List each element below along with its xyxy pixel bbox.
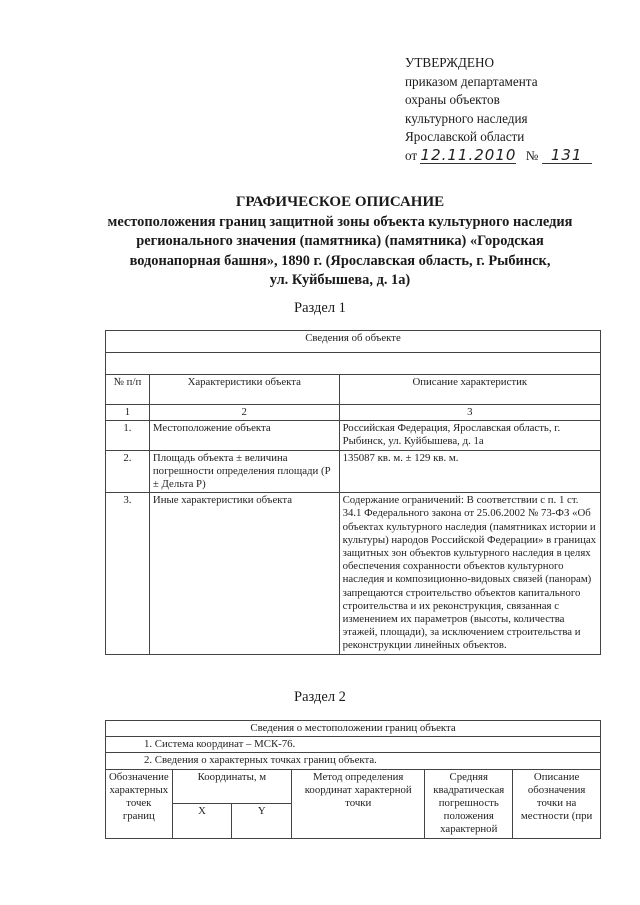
title-main: ГРАФИЧЕСКОЕ ОПИСАНИЕ — [235, 194, 445, 210]
title-subline: водонапорная башня», 1890 г. (Ярославская область, г. Рыбинск, — [129, 252, 551, 269]
points-info: 2. Сведения о характерных точках границ объекта. — [106, 753, 601, 769]
column-header-location-description: Описание обозначения точки на местности (при — [513, 769, 601, 838]
row-characteristic: Площадь объекта ± величина погрешности определения площади (Р ± Дельта Р) — [149, 450, 339, 493]
table-row — [106, 421, 601, 450]
approval-stamp — [405, 54, 605, 166]
approval-line: культурного наследия — [405, 110, 528, 126]
column-header-number: № п/п — [106, 375, 150, 405]
approval-line: приказом департамента — [405, 73, 538, 89]
row-description: Содержание ограничений: В соответствии с п. 1 ст. 34.1 Федерального закона от 25.06.2002 № 73-ФЗ «Об объектах культурного наследия (памятниках истории и культуры) народов Российской Федерации» в границах защитных зон объектов культурного наследия в целях обеспечения сохранности объектов культурного наследия и композиционно-видовых связей (панорам) запрещаются строительство объектов капитального строительства и их реконструкция, связанная с изменением их параметров (высоты, количества этажей, площади), за исключением строительства и реконструкции линейных объектов. — [339, 493, 600, 654]
column-header-coordinates: Координаты, м — [172, 769, 291, 804]
table-header: Сведения о местоположении границ объекта — [106, 721, 601, 737]
row-number: 1. — [106, 421, 150, 450]
title-subline: регионального значения (памятника) (памятника) «Городская — [136, 233, 544, 249]
column-header-y: Y — [232, 804, 292, 839]
empty-row — [106, 353, 601, 375]
row-characteristic: Иные характеристики объекта — [149, 493, 339, 654]
from-label: от — [405, 147, 418, 163]
column-header-description: Описание характеристик — [339, 375, 600, 405]
row-description: Российская Федерация, Ярославская область, г. Рыбинск, ул. Куйбышева, д. 1а — [339, 421, 600, 450]
section-1-title: Раздел 1 — [294, 300, 346, 316]
title-subline: местоположения границ защитной зоны объекта культурного наследия — [107, 213, 573, 230]
section-2-title: Раздел 2 — [294, 689, 346, 705]
boundary-location-table — [105, 720, 601, 839]
handwritten-number: 131 — [542, 148, 592, 164]
column-index: 1 — [106, 405, 150, 421]
row-number: 2. — [106, 450, 150, 493]
column-header-designation: Обозначение характерных точек границ — [106, 769, 173, 838]
approval-line: охраны объектов — [405, 92, 500, 108]
row-number: 3. — [106, 493, 150, 654]
table-header: Сведения об объекте — [106, 331, 601, 353]
approval-line: Ярославской области — [405, 129, 525, 145]
table-row — [106, 493, 601, 654]
table-row — [106, 450, 601, 493]
approval-heading: УТВЕРЖДЕНО — [405, 55, 495, 70]
column-header-x: X — [172, 804, 232, 839]
row-description: 135087 кв. м. ± 129 кв. м. — [339, 450, 600, 493]
number-sign: № — [525, 147, 539, 163]
column-header-characteristic: Характеристики объекта — [149, 375, 339, 405]
column-header-method: Метод определения координат характерной точки — [292, 769, 425, 838]
approval-date-line — [405, 147, 605, 166]
document-title — [60, 193, 620, 291]
column-index: 3 — [339, 405, 600, 421]
object-info-table — [105, 330, 601, 655]
column-header-error: Средняя квадратическая погрешность положения характерной — [425, 769, 513, 838]
column-index: 2 — [149, 405, 339, 421]
handwritten-date: 12.11.2010 — [420, 145, 517, 164]
row-characteristic: Местоположение объекта — [149, 421, 339, 450]
title-subline: ул. Куйбышева, д. 1а) — [269, 272, 411, 288]
coordinate-system: 1. Система координат – МСК-76. — [106, 737, 601, 753]
